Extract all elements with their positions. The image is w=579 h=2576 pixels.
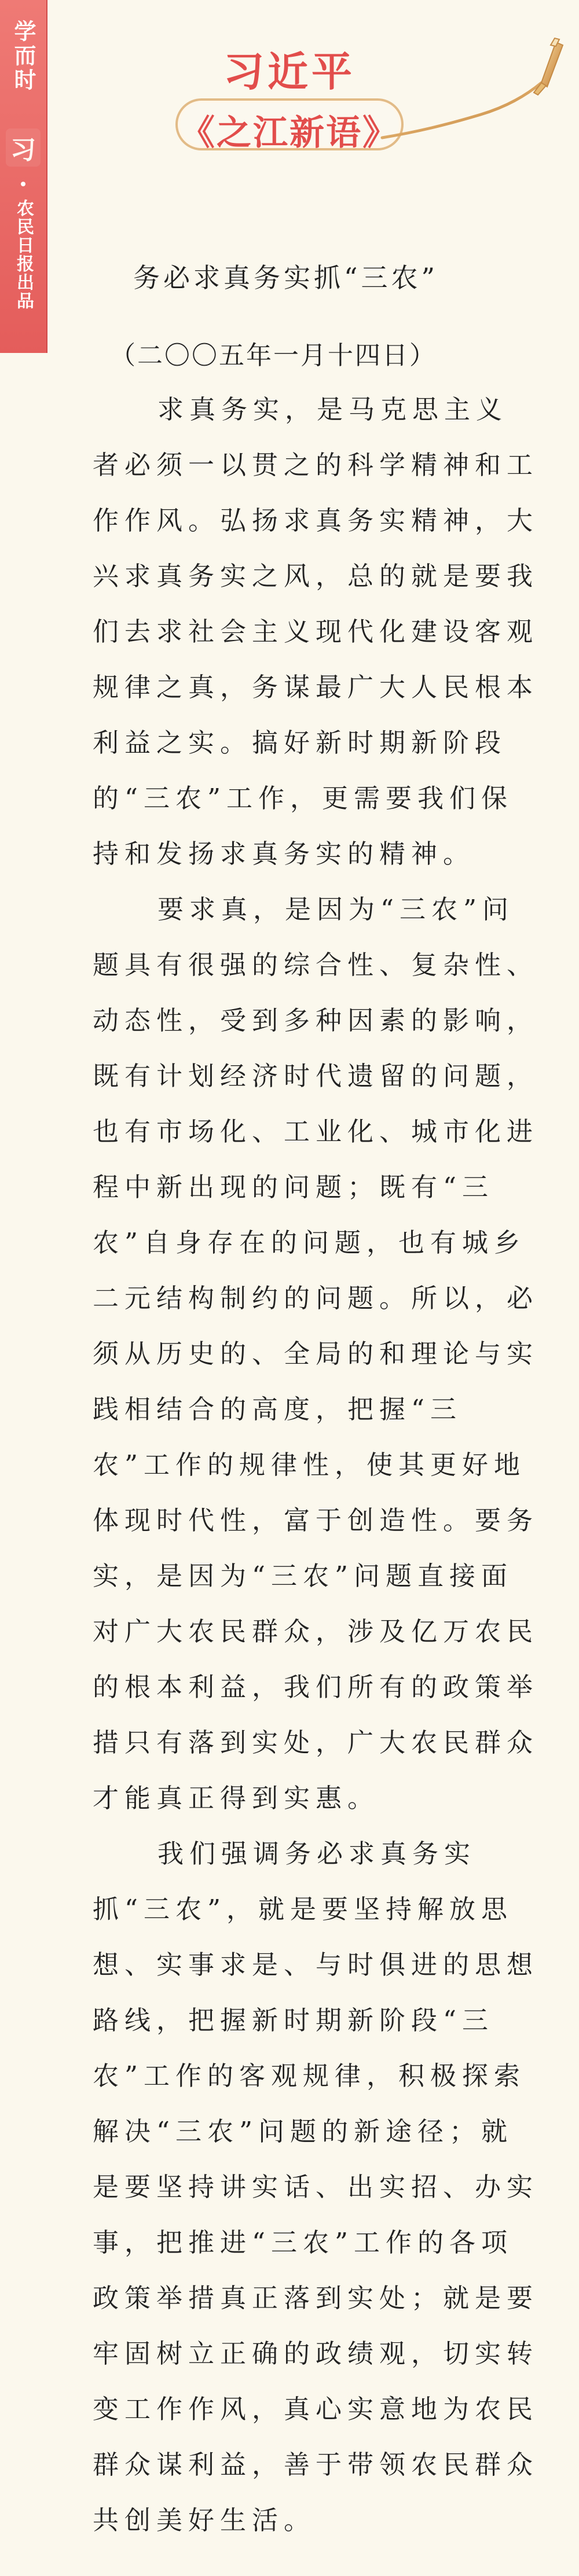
header-title-group	[159, 39, 420, 161]
page-subtitle: 《之江新语》	[180, 113, 399, 153]
article-header	[110, 262, 538, 370]
paragraph: 要求真，是因为“三农”问题具有很强的综合性、复杂性、动态性，受到多种因素的影响，既有计划经济时代遗留的问题，也有市场化、工业化、城市化进程中新出现的问题；既有“三农”自身存在的问题，也有城乡二元结构制约的问题。所以，必须从历史的、全局的和理论与实践相结合的高度，把握“三农”工作的规律性，使其更好地体现时代性，富于创造性。要务实，是因为“三农”问题直接面对广大农民群众，涉及亿万农民的根本利益，我们所有的政策举措只有落到实处，广大农民群众才能真正得到实惠。	[93, 894, 539, 1813]
banner-dot	[21, 182, 25, 186]
banner-top-text: 学而时	[10, 20, 36, 93]
paragraph: 求真务实，是马克思主义者必须一以贯之的科学精神和工作作风。弘扬求真务实精神，大兴求真务实之风，总的就是要我们去求社会主义现代化建设客观规律之真，务谋最广大人民根本利益之实。搞好新时期新阶段的“三农”工作，更需要我们保持和发扬求真务实的精神。	[93, 394, 539, 869]
article-date: （二〇〇五年一月十四日）	[110, 341, 437, 370]
article-body	[93, 382, 538, 2548]
paragraph: 我们强调务必求真务实抓“三农”，就是要坚持解放思想、实事求是、与时俱进的思想路线，把握新时期新阶段“三农”工作的客观规律，积极探索解决“三农”问题的新途径；就是要坚持讲实话、出实招、办实事，把推进“三农”工作的各项政策举措真正落到实处；就是要牢固树立正确的政绩观，切实转变工作作风，真心实意地为农民群众谋利益，善于带领农民群众共创美好生活。	[93, 1838, 539, 2535]
banner-bottom-text: 农民日报出品	[13, 199, 34, 310]
article-title: 务必求真务实抓“三农”	[133, 262, 439, 293]
page-title: 习近平	[223, 48, 356, 95]
seal-icon: 习	[6, 128, 41, 167]
left-banner	[0, 0, 47, 353]
